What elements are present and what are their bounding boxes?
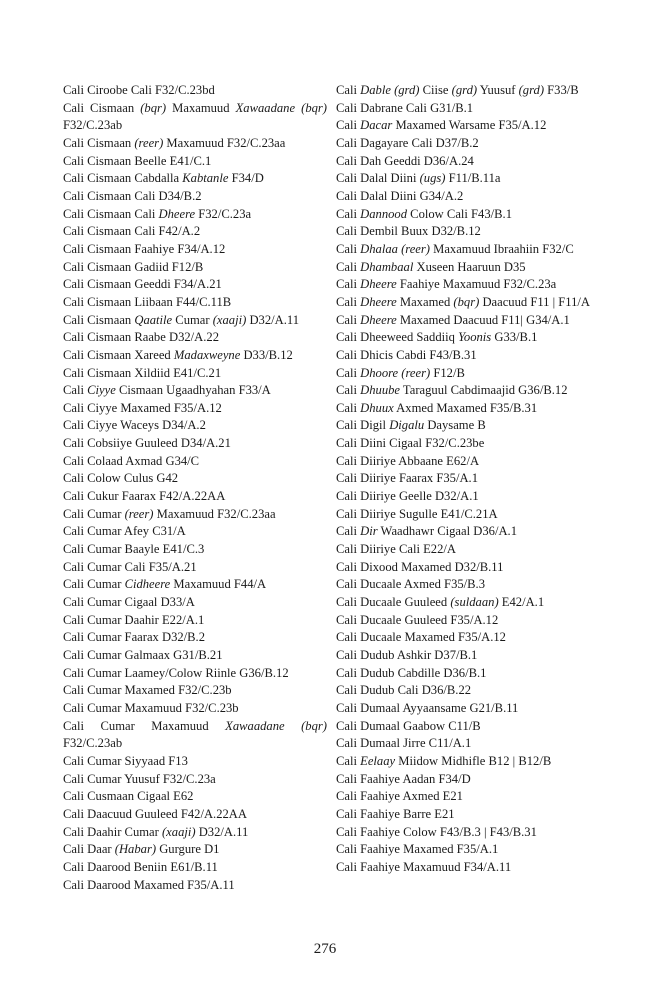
entry-italic-text: (bqr) xyxy=(453,294,480,309)
entry-text: Maxamuud F44/A xyxy=(170,577,267,592)
entry-text: Cali Cumar Baayle E41/C.3 xyxy=(63,542,205,557)
entry-text: Cali Ducaale Maxamed F35/A.12 xyxy=(336,630,506,645)
entry-text: Cali Cumar Faarax D32/B.2 xyxy=(63,630,206,645)
entry-text: Cali Cumar Cali F35/A.21 xyxy=(63,559,197,574)
entry-text: Cali Cismaan Faahiye F34/A.12 xyxy=(63,241,226,256)
index-entry xyxy=(336,488,600,506)
index-entry xyxy=(63,400,327,418)
entry-italic-text: Dhoore (reer) xyxy=(360,365,431,380)
index-entry xyxy=(63,435,327,453)
entry-text: D32/A.11 xyxy=(195,824,249,839)
entry-italic-text: (Habar) xyxy=(114,842,157,857)
entry-text: Cali xyxy=(336,312,361,327)
index-entry xyxy=(63,647,327,665)
index-entry xyxy=(336,541,600,559)
index-entry xyxy=(336,682,600,700)
entry-text: Cumar xyxy=(172,312,213,327)
index-entry xyxy=(336,788,600,806)
entry-text: Cali xyxy=(336,383,361,398)
entry-italic-text: Digalu xyxy=(389,418,425,433)
entry-italic-text: Eelaay xyxy=(360,753,396,768)
index-entry xyxy=(336,647,600,665)
entry-text: Cali Cumar Daahir E22/A.1 xyxy=(63,612,205,627)
entry-text: Maxamed xyxy=(396,294,454,309)
index-entry xyxy=(336,117,600,135)
entry-text: E42/A.1 xyxy=(498,595,545,610)
entry-text: Cali xyxy=(336,753,361,768)
entry-text: Cali Cismaan Cali D34/B.2 xyxy=(63,188,202,203)
index-entry xyxy=(63,753,327,771)
entry-text: Cali Colaad Axmad G34/C xyxy=(63,453,200,468)
page-number: 276 xyxy=(313,941,337,957)
index-entry xyxy=(63,488,327,506)
index-entry xyxy=(336,594,600,612)
index-entry xyxy=(63,223,327,241)
entry-text: Cali Cismaan xyxy=(63,100,141,115)
index-entry xyxy=(336,806,600,824)
index-entry xyxy=(336,276,600,294)
index-entry xyxy=(336,559,600,577)
entry-text: Waadhawr Cigaal D36/A.1 xyxy=(377,524,517,539)
entry-italic-text: Dhambaal xyxy=(360,259,414,274)
entry-text: Cali Dembil Buux D32/B.12 xyxy=(336,224,481,239)
index-entry xyxy=(336,400,600,418)
entry-text: Cali xyxy=(336,259,361,274)
index-entry xyxy=(336,312,600,330)
index-entry xyxy=(63,665,327,683)
entry-text: Cali Cismaan Cali xyxy=(63,206,159,221)
entry-text: Ciise xyxy=(419,83,452,97)
entry-italic-text: Cidheere xyxy=(124,577,171,592)
entry-italic-text: Madaxweyne xyxy=(173,347,241,362)
entry-text: D32/A.11 xyxy=(246,312,300,327)
index-entry xyxy=(336,188,600,206)
entry-text: Cali xyxy=(336,241,361,256)
entry-text: Maxamed Warsame F35/A.12 xyxy=(392,118,547,133)
index-entry xyxy=(63,523,327,541)
entry-text: Taraguul Cabdimaajid G36/B.12 xyxy=(400,383,568,398)
entry-text: Cali Ciyye Maxamed F35/A.12 xyxy=(63,400,222,415)
index-column-left xyxy=(63,82,327,894)
entry-text: Cali Dumaal Ayyaansame G21/B.11 xyxy=(336,700,519,715)
entry-text: Cali Diiriye Abbaane E62/A xyxy=(336,453,480,468)
index-entry xyxy=(63,347,327,365)
entry-text: Cali Dixood Maxamed D32/B.11 xyxy=(336,559,504,574)
entry-text: Cali Cumar Maxamuud xyxy=(63,718,226,733)
index-entry xyxy=(336,206,600,224)
entry-text: Cali xyxy=(336,277,361,292)
entry-italic-text: Qaatile xyxy=(134,312,173,327)
entry-text: Cali Cismaan Xareed xyxy=(63,347,174,362)
index-entry xyxy=(336,223,600,241)
entry-text: Cali Cumar Maxamuud F32/C.23b xyxy=(63,700,239,715)
index-entry xyxy=(63,594,327,612)
entry-text: Cali Daarood Beniin E61/B.11 xyxy=(63,859,218,874)
index-entry xyxy=(336,735,600,753)
index-column-right xyxy=(336,82,600,877)
entry-italic-text: (xaaji) xyxy=(212,312,247,327)
entry-text: Cali Cumar Cigaal D33/A xyxy=(63,595,195,610)
entry-text: F11/B.11a xyxy=(445,171,501,186)
index-entry xyxy=(63,82,327,100)
index-entry xyxy=(336,382,600,400)
entry-text: Cali Dheeweed Saddiiq xyxy=(336,330,459,345)
entry-text: Cali Dhicis Cabdi F43/B.31 xyxy=(336,347,477,362)
entry-text: Cali Cismaan Liibaan F44/C.11B xyxy=(63,294,232,309)
entry-text: Cali Cismaan xyxy=(63,135,135,150)
entry-text: Maxamuud Ibraahiin F32/C xyxy=(429,241,574,256)
index-entry xyxy=(63,470,327,488)
entry-text: Cali Daarood Maxamed F35/A.11 xyxy=(63,877,235,892)
index-entry xyxy=(336,612,600,630)
index-entry xyxy=(63,806,327,824)
index-entry xyxy=(336,753,600,771)
entry-text: Cali Ducaale Axmed F35/B.3 xyxy=(336,577,486,592)
entry-text: Cali Cumar xyxy=(63,506,125,521)
index-entry xyxy=(336,365,600,383)
index-entry xyxy=(336,435,600,453)
index-entry xyxy=(336,82,600,100)
index-entry xyxy=(63,576,327,594)
entry-italic-text: Yoonis xyxy=(458,330,492,345)
entry-text: Cali Cismaan Gadiid F12/B xyxy=(63,259,204,274)
entry-italic-text: (xaaji) xyxy=(161,824,196,839)
entry-italic-text: (ugs) xyxy=(419,171,446,186)
index-entry xyxy=(63,841,327,859)
index-entry xyxy=(336,347,600,365)
entry-text: Cali Diiriye Geelle D32/A.1 xyxy=(336,489,479,504)
entry-text: Maxamuud F32/C.23aa xyxy=(153,506,276,521)
entry-italic-text: Xawaadane (bqr) xyxy=(235,100,328,115)
entry-text: Yuusuf xyxy=(477,83,519,97)
index-entry xyxy=(63,788,327,806)
entry-text: Cali Cumar xyxy=(63,577,125,592)
entry-text: F12/B xyxy=(430,365,465,380)
index-entry xyxy=(63,771,327,789)
index-entry xyxy=(336,700,600,718)
entry-italic-text: Dannood xyxy=(360,206,408,221)
index-entry xyxy=(63,859,327,877)
index-entry xyxy=(336,100,600,118)
entry-text: Cali xyxy=(336,294,361,309)
index-entry xyxy=(63,294,327,312)
entry-text: Cali Cobsiiye Guuleed D34/A.21 xyxy=(63,436,231,451)
entry-text: Cali Cumar Laamey/Colow Riinle G36/B.12 xyxy=(63,665,289,680)
entry-text: Cali Cismaan Raabe D32/A.22 xyxy=(63,330,219,345)
entry-text: Cali xyxy=(336,365,361,380)
index-entry xyxy=(336,771,600,789)
index-entry xyxy=(63,312,327,330)
entry-italic-text: Xawaadane (bqr) xyxy=(225,718,327,733)
entry-italic-text: Dheere xyxy=(158,206,196,221)
entry-text: Cali Dalal Diini G34/A.2 xyxy=(336,188,464,203)
index-entry xyxy=(336,170,600,188)
entry-text: Cali Cismaan Beelle E41/C.1 xyxy=(63,153,212,168)
index-entry xyxy=(63,241,327,259)
entry-italic-text: (suldaan) xyxy=(450,595,499,610)
entry-text: Cali Dudub Cabdille D36/B.1 xyxy=(336,665,487,680)
entry-italic-text: Ciyye xyxy=(87,383,116,398)
index-entry xyxy=(63,100,327,135)
entry-text: Cali Dumaal Gaabow C11/B xyxy=(336,718,481,733)
entry-text: Cali Dudub Cali D36/B.22 xyxy=(336,683,472,698)
entry-text: Cali Digil xyxy=(336,418,390,433)
index-entry xyxy=(63,135,327,153)
index-entry xyxy=(336,241,600,259)
entry-text: G33/B.1 xyxy=(491,330,538,345)
entry-text: Cali Colow Culus G42 xyxy=(63,471,179,486)
index-entry xyxy=(336,135,600,153)
entry-text: Cali Faahiye Aadan F34/D xyxy=(336,771,471,786)
entry-text: Cali Faahiye Colow F43/B.3 | F43/B.31 xyxy=(336,824,537,839)
entry-text: Daacuud F11 | F11/A xyxy=(479,294,591,309)
entry-italic-text: Dheere xyxy=(360,277,397,292)
entry-text: F32/C.23ab xyxy=(63,736,123,751)
entry-text: Cali Cismaan Cali F42/A.2 xyxy=(63,224,201,239)
entry-text: Cali xyxy=(336,206,361,221)
entry-text: Cali Dah Geeddi D36/A.24 xyxy=(336,153,474,168)
entry-text: Cali Diiriye Sugulle E41/C.21A xyxy=(336,506,498,521)
entry-text: Maxamuud F32/C.23aa xyxy=(163,135,286,150)
entry-italic-text: Kabtanle xyxy=(182,171,229,186)
entry-italic-text: Dable (grd) xyxy=(360,83,420,97)
entry-text: Cali Dalal Diini xyxy=(336,171,420,186)
entry-text: Cali Cismaan xyxy=(63,312,135,327)
entry-text: Axmed Maxamed F35/B.31 xyxy=(393,400,538,415)
index-entry xyxy=(63,382,327,400)
entry-text: Cali Faahiye Barre E21 xyxy=(336,806,455,821)
entry-text: Cali Cumar Yuusuf F32/C.23a xyxy=(63,771,216,786)
entry-text: Cali Cukur Faarax F42/A.22AA xyxy=(63,489,226,504)
index-entry xyxy=(63,682,327,700)
entry-text: Faahiye Maxamuud F32/C.23a xyxy=(396,277,557,292)
entry-text: Cali xyxy=(336,400,361,415)
entry-text: F32/C.23ab xyxy=(63,118,123,133)
entry-text: Cali Cismaan Xildiid E41/C.21 xyxy=(63,365,222,380)
entry-text: Cali xyxy=(63,383,88,398)
index-entry xyxy=(63,629,327,647)
entry-text: Cali Dabrane Cali G31/B.1 xyxy=(336,100,474,115)
entry-text: Cali Cismaan Geeddi F34/A.21 xyxy=(63,277,222,292)
entry-text: Gurgure D1 xyxy=(156,842,220,857)
index-entry xyxy=(63,824,327,842)
entry-text: Cali Ciroobe Cali F32/C.23bd xyxy=(63,83,215,97)
index-entry xyxy=(336,718,600,736)
entry-italic-text: (grd) xyxy=(518,83,545,97)
index-entry xyxy=(63,877,327,895)
entry-text: Cali Ciyye Waceys D34/A.2 xyxy=(63,418,206,433)
entry-text: Cali Dumaal Jirre C11/A.1 xyxy=(336,736,472,751)
entry-text: Cali Faahiye Maxamed F35/A.1 xyxy=(336,842,499,857)
index-entry xyxy=(63,541,327,559)
entry-italic-text: (grd) xyxy=(451,83,478,97)
entry-italic-text: Dhalaa (reer) xyxy=(360,241,430,256)
entry-italic-text: Dir xyxy=(360,524,378,539)
entry-text: F33/B xyxy=(544,83,579,97)
entry-italic-text: (reer) xyxy=(134,135,164,150)
entry-text: Maxamuud xyxy=(166,100,236,115)
index-entry xyxy=(336,417,600,435)
index-entry xyxy=(63,259,327,277)
index-entry xyxy=(63,276,327,294)
entry-text: F34/D xyxy=(228,171,264,186)
index-entry xyxy=(336,506,600,524)
entry-text: Cali Cusmaan Cigaal E62 xyxy=(63,789,194,804)
entry-text: Cali Cumar Galmaax G31/B.21 xyxy=(63,648,223,662)
entry-text: Cali Ducaale Guuleed xyxy=(336,595,451,610)
index-entry xyxy=(63,612,327,630)
index-entry xyxy=(63,700,327,718)
index-entry xyxy=(63,188,327,206)
index-entry xyxy=(336,841,600,859)
entry-text: Xuseen Haaruun D35 xyxy=(413,259,526,274)
index-entry xyxy=(63,153,327,171)
entry-text: Cali Faahiye Maxamuud F34/A.11 xyxy=(336,859,512,874)
entry-text: Maxamed Daacuud F11| G34/A.1 xyxy=(396,312,570,327)
entry-text: Cali Faahiye Axmed E21 xyxy=(336,789,463,804)
entry-italic-text: (bqr) xyxy=(140,100,167,115)
entry-text: Cali Daar xyxy=(63,842,115,857)
entry-text: Cali Diiriye Faarax F35/A.1 xyxy=(336,471,479,486)
index-entry xyxy=(336,629,600,647)
index-entry xyxy=(336,470,600,488)
entry-text: Cali Cumar Afey C31/A xyxy=(63,524,186,539)
index-entry xyxy=(336,453,600,471)
index-entry xyxy=(336,259,600,277)
index-entry xyxy=(336,576,600,594)
index-entry xyxy=(336,665,600,683)
entry-italic-text: Dhuux xyxy=(360,400,394,415)
entry-italic-text: Dheere xyxy=(360,294,397,309)
entry-text: Cali Cumar Siyyaad F13 xyxy=(63,753,188,768)
index-entry xyxy=(63,329,327,347)
entry-text: Colow Cali F43/B.1 xyxy=(407,206,512,221)
entry-text: D33/B.12 xyxy=(240,347,293,362)
entry-text: Cali xyxy=(336,83,361,97)
index-entry xyxy=(63,559,327,577)
entry-text: Cali Daacuud Guuleed F42/A.22AA xyxy=(63,806,247,821)
entry-text: Cali Dudub Ashkir D37/B.1 xyxy=(336,648,478,662)
entry-text: Cismaan Ugaadhyahan F33/A xyxy=(115,383,271,398)
entry-text: Cali xyxy=(336,118,361,133)
index-entry xyxy=(63,206,327,224)
index-entry xyxy=(336,153,600,171)
entry-text: Cali xyxy=(336,524,361,539)
entry-text: Cali Cumar Maxamed F32/C.23b xyxy=(63,683,232,698)
index-entry xyxy=(336,859,600,877)
index-entry xyxy=(63,506,327,524)
entry-text: Cali Dagayare Cali D37/B.2 xyxy=(336,135,479,150)
index-entry xyxy=(63,453,327,471)
index-entry xyxy=(336,523,600,541)
index-entry xyxy=(63,365,327,383)
index-entry xyxy=(336,329,600,347)
entry-text: Cali Diini Cigaal F32/C.23be xyxy=(336,436,485,451)
entry-italic-text: Dhuube xyxy=(360,383,401,398)
index-entry xyxy=(63,170,327,188)
entry-italic-text: (reer) xyxy=(124,506,154,521)
entry-text: Cali Diiriye Cali E22/A xyxy=(336,542,456,557)
entry-text: Cali Daahir Cumar xyxy=(63,824,162,839)
entry-text: Cali Cismaan Cabdalla xyxy=(63,171,183,186)
index-entry xyxy=(336,294,600,312)
index-entry xyxy=(63,417,327,435)
entry-text: Cali Ducaale Guuleed F35/A.12 xyxy=(336,612,499,627)
entry-italic-text: Dacar xyxy=(360,118,393,133)
entry-italic-text: Dheere xyxy=(360,312,397,327)
entry-text: Miidow Midhifle B12 | B12/B xyxy=(395,753,552,768)
entry-text: Daysame B xyxy=(424,418,486,433)
index-entry xyxy=(63,718,327,753)
entry-text: F32/C.23a xyxy=(195,206,252,221)
index-entry xyxy=(336,824,600,842)
